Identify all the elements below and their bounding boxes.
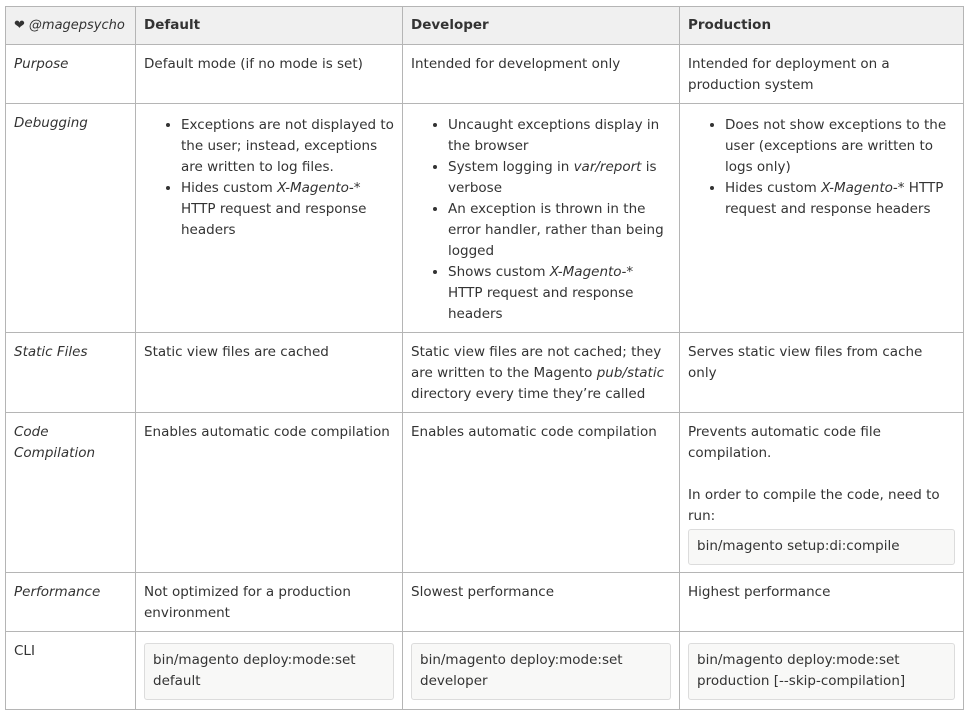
brand-label: @magepsycho — [28, 18, 125, 33]
row-static-files — [6, 333, 964, 413]
cell-code-compilation-default: Enables automatic code compilation — [136, 413, 403, 573]
cell-purpose-production: Intended for deployment on a production system — [680, 45, 964, 104]
cell-static-files-developer: Static view files are not cached; they are written to the Magento pub/static directory every time they’re called — [403, 333, 680, 413]
column-header-developer: Developer — [403, 7, 680, 45]
cell-debugging-developer — [403, 104, 680, 333]
compilation-production-text: Prevents automatic code file compilation. — [688, 424, 881, 461]
list-item: • Hides custom X-Magento-* HTTP request and response headers — [725, 178, 955, 220]
row-label-performance: Performance — [6, 573, 136, 632]
compile-instruction: In order to compile the code, need to run: — [688, 487, 940, 524]
row-debugging — [6, 104, 964, 333]
row-performance — [6, 573, 964, 632]
row-code-compilation — [6, 413, 964, 573]
header-row — [6, 7, 964, 45]
row-label-debugging: Debugging — [6, 104, 136, 333]
brand-header-cell — [6, 7, 136, 45]
cell-cli-production — [680, 632, 964, 710]
cell-performance-developer: Slowest performance — [403, 573, 680, 632]
list-item: • An exception is thrown in the error handler, rather than being logged — [448, 199, 671, 262]
row-label-code-compilation: Code Compilation — [6, 413, 136, 573]
cell-static-files-default: Static view files are cached — [136, 333, 403, 413]
list-item: • Does not show exceptions to the user (exceptions are written to logs only) — [725, 115, 955, 178]
row-label-static-files: Static Files — [6, 333, 136, 413]
debugging-production-list — [688, 115, 955, 220]
cli-developer-code: bin/magento deploy:mode:set developer — [411, 643, 671, 700]
cell-performance-default: Not optimized for a production environment — [136, 573, 403, 632]
row-label-purpose: Purpose — [6, 45, 136, 104]
cli-default-code: bin/magento deploy:mode:set default — [144, 643, 394, 700]
column-header-production: Production — [680, 7, 964, 45]
row-label-cli: CLI — [6, 632, 136, 710]
list-item: • System logging in var/report is verbose — [448, 157, 671, 199]
list-item: • Shows custom X-Magento-* HTTP request and response headers — [448, 262, 671, 325]
heart-icon: ❤ — [14, 18, 25, 33]
cell-purpose-default: Default mode (if no mode is set) — [136, 45, 403, 104]
row-cli — [6, 632, 964, 710]
row-purpose — [6, 45, 964, 104]
cell-static-files-production: Serves static view files from cache only — [680, 333, 964, 413]
magento-modes-table — [5, 6, 964, 710]
cell-cli-default — [136, 632, 403, 710]
debugging-developer-list — [411, 115, 671, 325]
cell-cli-developer — [403, 632, 680, 710]
list-item: • Exceptions are not displayed to the user; instead, exceptions are written to log files. — [181, 115, 394, 178]
cell-debugging-default — [136, 104, 403, 333]
cli-production-code: bin/magento deploy:mode:set production [--skip-compilation] — [688, 643, 955, 700]
cell-purpose-developer: Intended for development only — [403, 45, 680, 104]
list-item: • Uncaught exceptions display in the browser — [448, 115, 671, 157]
cell-debugging-production — [680, 104, 964, 333]
cell-code-compilation-production — [680, 413, 964, 573]
list-item: • Hides custom X-Magento-* HTTP request and response headers — [181, 178, 394, 241]
column-header-default: Default — [136, 7, 403, 45]
debugging-default-list — [144, 115, 394, 241]
cell-code-compilation-developer: Enables automatic code compilation — [403, 413, 680, 573]
compile-command-code: bin/magento setup:di:compile — [688, 529, 955, 565]
cell-performance-production: Highest performance — [680, 573, 964, 632]
